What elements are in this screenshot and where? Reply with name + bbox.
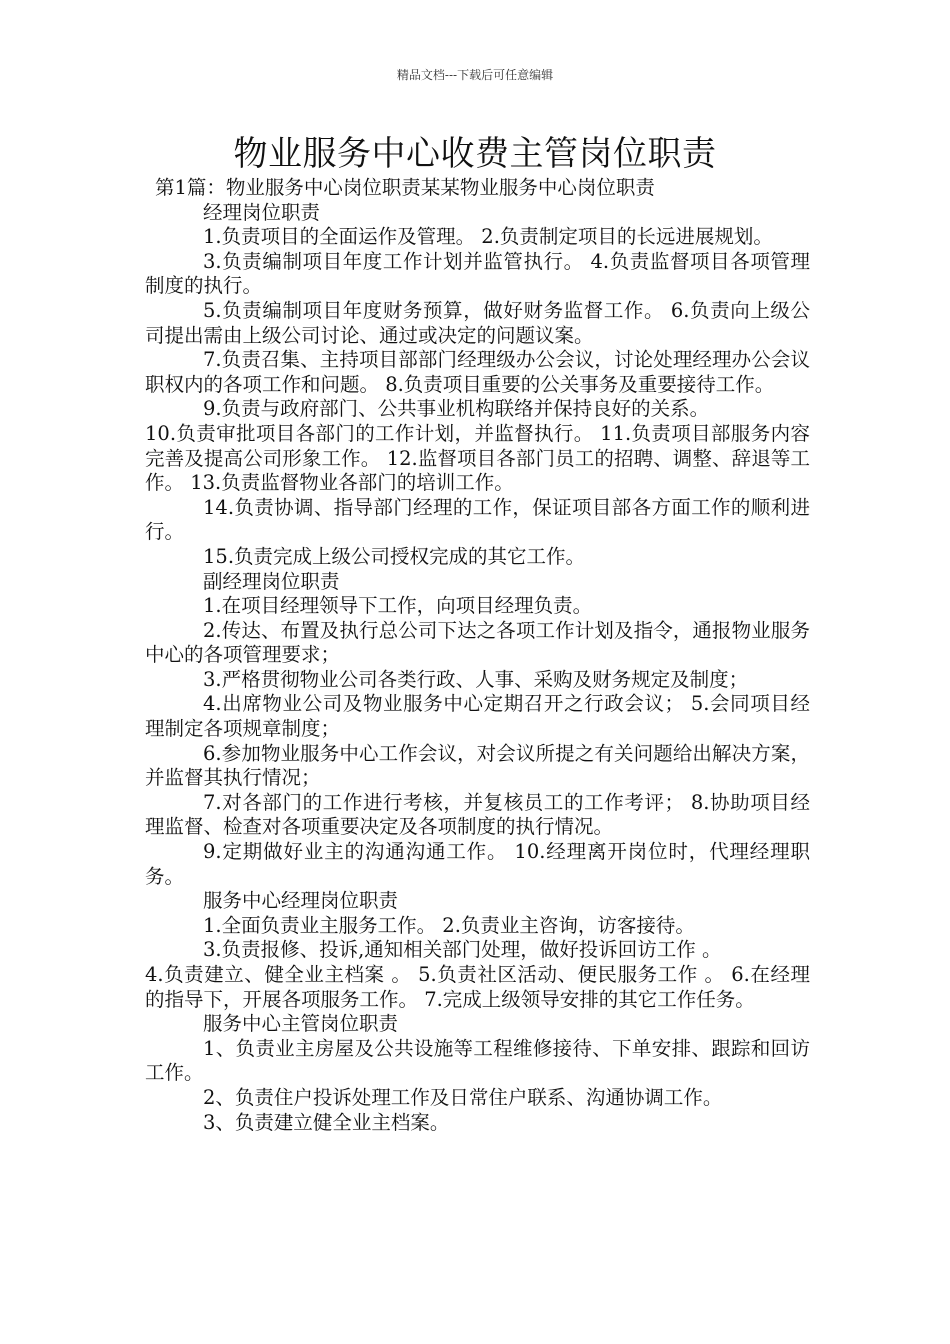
document-body <box>145 176 810 1135</box>
paragraph: 7.负责召集、主持项目部部门经理级办公会议，讨论处理经理办公会议职权内的各项工作和问题。 8.负责项目重要的公关事务及重要接待工作。 <box>145 348 810 396</box>
subsection-heading: 经理岗位职责 <box>203 200 321 224</box>
paragraph: 9.定期做好业主的沟通沟通工作。 10.经理离开岗位时，代理经理职务。 <box>145 840 810 888</box>
paragraph: 1.在项目经理领导下工作，向项目经理负责。 <box>203 594 593 618</box>
paragraph: 9.负责与政府部门、公共事业机构联络并保持良好的关系。 <box>203 397 710 421</box>
paragraph: 3.负责编制项目年度工作计划并监管执行。 4.负责监督项目各项管理制度的执行。 <box>145 249 810 298</box>
section-heading: 第1篇：物业服务中心岗位职责某某物业服务中心岗位职责 <box>155 176 655 199</box>
paragraph: 1.全面负责业主服务工作。 2.负责业主咨询，访客接待。 <box>203 913 695 937</box>
paragraph: 3、负责建立健全业主档案。 <box>203 1110 450 1134</box>
paragraph: 15.负责完成上级公司授权完成的其它工作。 <box>203 544 586 568</box>
paragraph: 1.负责项目的全面运作及管理。 2.负责制定项目的长远进展规划。 <box>203 225 773 249</box>
paragraph: 2、负责住户投诉处理工作及日常住户联系、沟通协调工作。 <box>203 1085 723 1109</box>
paragraph: 4.出席物业公司及物业服务中心定期召开之行政会议； 5.会同项目经理制定各项规章制度； <box>145 692 810 741</box>
paragraph: 10.负责审批项目各部门的工作计划，并监督执行。 11.负责项目部服务内容完善及提高公司形象工作。 12.监督项目各部门员工的招聘、调整、辞退等工作。 13.负责监督物业各部门的培训工作。 <box>145 421 810 495</box>
paragraph: 6.参加物业服务中心工作会议，对会议所提之有关问题给出解决方案，并监督其执行情况； <box>145 741 810 790</box>
paragraph: 3.负责报修、投诉,通知相关部门处理，做好投诉回访工作 。 <box>203 938 722 962</box>
subsection-heading: 副经理岗位职责 <box>203 569 340 593</box>
paragraph: 4.负责建立、健全业主档案 。 5.负责社区活动、便民服务工作 。 6.在经理的指导下，开展各项服务工作。 7.完成上级领导安排的其它工作任务。 <box>145 963 810 1011</box>
paragraph: 1、负责业主房屋及公共设施等工程维修接待、下单安排、跟踪和回访工作。 <box>145 1036 810 1085</box>
paragraph: 14.负责协调、指导部门经理的工作，保证项目部各方面工作的顺利进行。 <box>145 495 810 544</box>
subsection-heading: 服务中心主管岗位职责 <box>203 1012 399 1036</box>
page-header: 精品文档---下载后可任意编辑 <box>396 68 554 82</box>
paragraph: 2.传达、布置及执行总公司下达之各项工作计划及指令，通报物业服务中心的各项管理要求； <box>145 618 810 667</box>
subsection-heading: 服务中心经理岗位职责 <box>203 889 399 913</box>
paragraph: 7.对各部门的工作进行考核，并复核员工的工作考评； 8.协助项目经理监督、检查对各项重要决定及各项制度的执行情况。 <box>145 790 810 839</box>
paragraph: 5.负责编制项目年度财务预算，做好财务监督工作。 6.负责向上级公司提出需由上级公司讨论、通过或决定的问题议案。 <box>145 298 810 347</box>
paragraph: 3.严格贯彻物业公司各类行政、人事、采购及财务规定及制度； <box>203 667 749 691</box>
document-title: 物业服务中心收费主管岗位职责 <box>233 134 717 174</box>
